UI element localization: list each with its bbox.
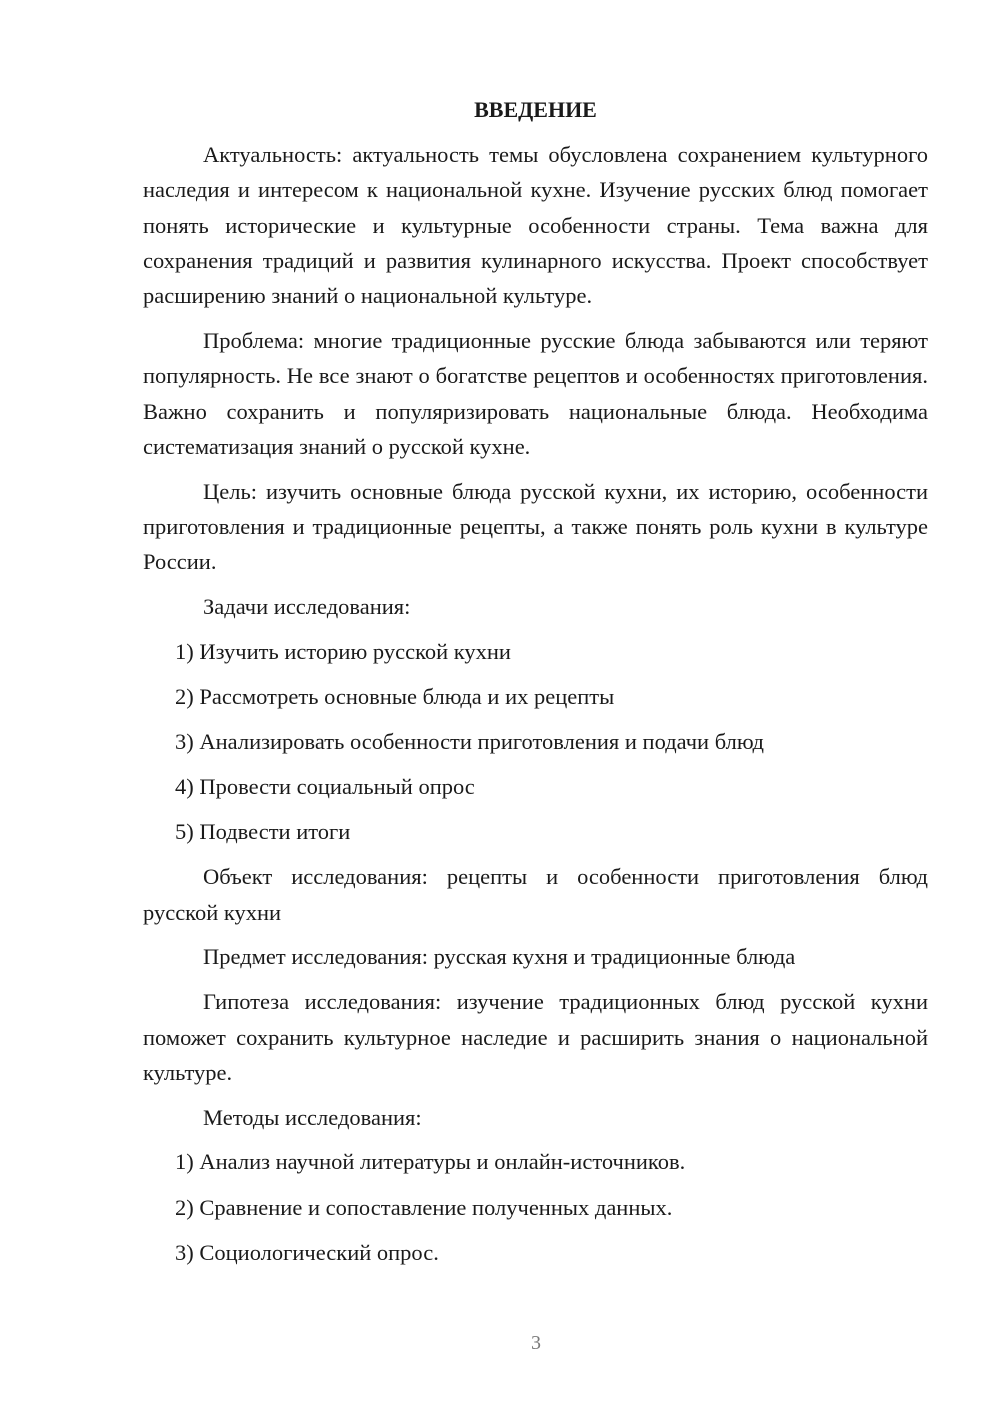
goal-paragraph: Цель: изучить основные блюда русской кухни, их историю, особенности приготовления и традиционные рецепты, а также понять роль кухни в культуре России.	[143, 478, 928, 575]
list-item: 1) Изучить историю русской кухни	[175, 638, 511, 664]
problem-paragraph: Проблема: многие традиционные русские блюда забываются или теряют популярность. Не все знают о богатстве рецептов и особенностях приготовления. Важно сохранить и популяризировать национальные блюда. Необходима систематизация знаний о русской кухне.	[143, 327, 928, 459]
list-item: 2) Рассмотреть основные блюда и их рецепты	[175, 683, 615, 709]
object-paragraph: Объект исследования: рецепты и особенности приготовления блюд русской кухни	[143, 864, 928, 925]
section-title: ВВЕДЕНИЕ	[474, 97, 597, 122]
list-item: 2) Сравнение и сопоставление полученных данных.	[175, 1194, 673, 1220]
list-item: 3) Анализировать особенности приготовления и подачи блюд	[175, 729, 764, 755]
list-item: 3) Социологический опрос.	[175, 1239, 439, 1265]
document-page	[143, 95, 928, 1280]
list-item: 4) Провести социальный опрос	[175, 774, 475, 800]
hypothesis-paragraph: Гипотеза исследования: изучение традиционных блюд русской кухни поможет сохранить культурное наследие и расширить знания о национальной культуре.	[143, 989, 928, 1085]
subject-paragraph: Предмет исследования: русская кухня и традиционные блюда	[203, 944, 796, 970]
list-item: 1) Анализ научной литературы и онлайн-источников.	[175, 1149, 686, 1175]
relevance-paragraph: Актуальность: актуальность темы обусловлена сохранением культурного наследия и интересом к национальной кухне. Изучение русских блюд помогает понять исторические и культурные особенности страны. Тема важна для сохранения традиций и развития кулинарного искусства. Проект способствует расширению знаний о национальной культуре.	[143, 142, 928, 309]
methods-heading: Методы исследования:	[203, 1104, 422, 1130]
page-number: 3	[531, 1332, 541, 1354]
tasks-list	[143, 634, 928, 850]
methods-list	[143, 1144, 928, 1269]
list-item: 5) Подвести итоги	[175, 819, 351, 845]
tasks-heading: Задачи исследования:	[203, 594, 411, 620]
